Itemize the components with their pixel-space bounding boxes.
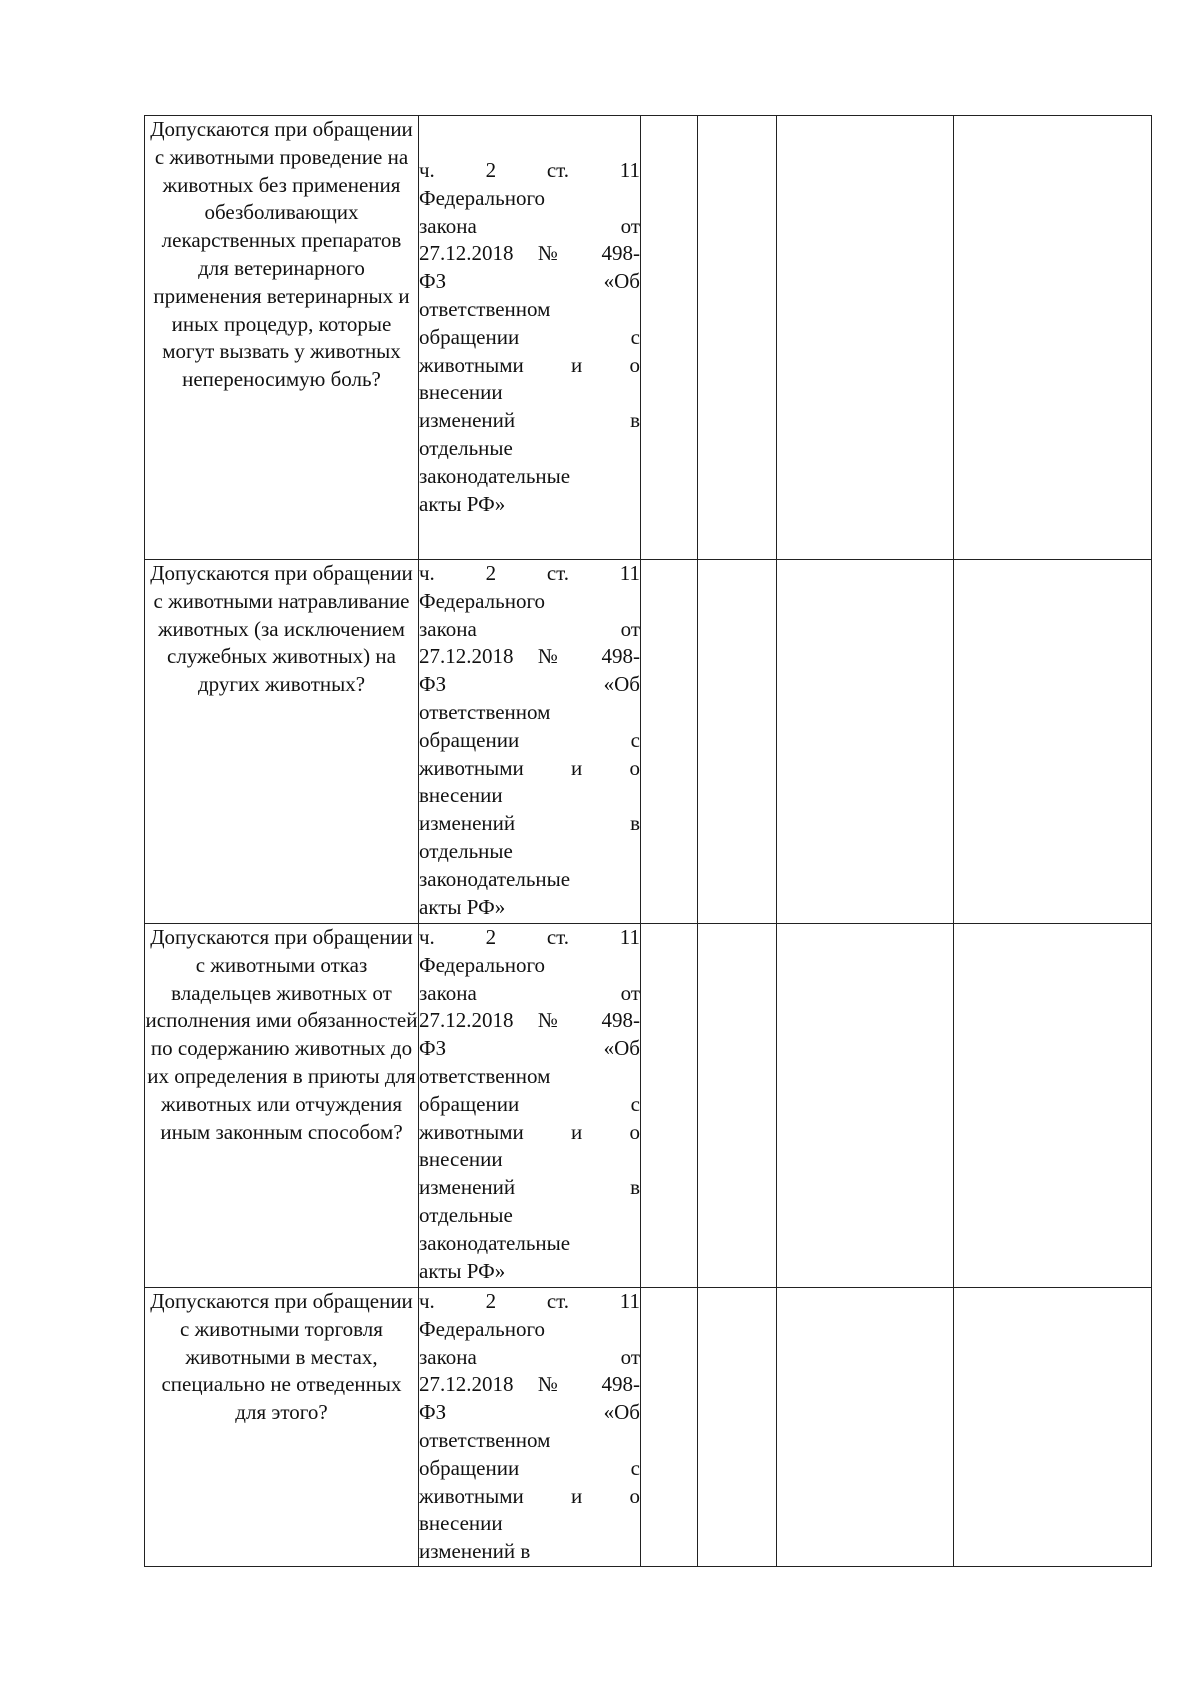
legal-reference-line: Федерального (419, 588, 546, 613)
legal-reference-line: обращении с (419, 1455, 640, 1480)
legal-reference-line: изменений в (419, 408, 640, 433)
table-row (145, 1288, 1152, 1567)
legal-reference-line: ответственном (419, 296, 551, 321)
notes-cell[interactable] (954, 924, 1152, 1288)
question-text: Допускаются при обращении с животными проведение на животных без применения обезболивающих лекарственных препаратов для ветеринарного применения ветеринарных и иных процедур, которые могут вызвать у животных непереносимую боль? (150, 117, 413, 392)
legal-reference-line: животными и о (419, 1483, 640, 1508)
legal-reference-line: обращении с (419, 1091, 640, 1116)
legal-reference-line: Федерального (419, 1316, 546, 1341)
legal-reference-line: законодательные (419, 1230, 571, 1255)
not-applicable-cell[interactable] (777, 116, 954, 560)
legal-reference-line: ч. 2 ст. 11 (419, 925, 640, 949)
legal-reference-line: акты РФ» (419, 894, 506, 919)
legal-reference-line: Федерального (419, 185, 546, 210)
legal-reference-cell (419, 1288, 641, 1567)
legal-reference-line: 27.12.2018 № 498- (419, 644, 640, 669)
legal-reference-line: изменений в (419, 1175, 640, 1200)
legal-reference-line: акты РФ» (419, 491, 506, 516)
legal-reference-line: ч. 2 ст. 11 (419, 1289, 640, 1313)
legal-reference-line: животными и о (419, 352, 640, 377)
legal-reference-line: закона от (419, 213, 640, 238)
not-applicable-cell[interactable] (777, 560, 954, 924)
legal-reference-line: 27.12.2018 № 498- (419, 1008, 640, 1033)
no-cell[interactable] (698, 116, 777, 560)
table-row (145, 560, 1152, 924)
legal-reference-line: законодательные (419, 866, 571, 891)
question-cell (145, 1288, 419, 1567)
yes-cell[interactable] (641, 924, 698, 1288)
legal-reference-line: закона от (419, 616, 640, 641)
legal-reference-line: внесении (419, 1511, 503, 1536)
no-cell[interactable] (698, 924, 777, 1288)
yes-cell[interactable] (641, 116, 698, 560)
legal-reference-line: изменений в (419, 1539, 531, 1564)
legal-reference-line: закона от (419, 980, 640, 1005)
legal-reference-line: отдельные (419, 435, 513, 460)
question-cell (145, 560, 419, 924)
legal-reference-line: животными и о (419, 755, 640, 780)
legal-reference-line: ответственном (419, 1427, 551, 1452)
legal-reference-line: обращении с (419, 324, 640, 349)
legal-reference-line: отдельные (419, 1202, 513, 1227)
not-applicable-cell[interactable] (777, 1288, 954, 1567)
legal-reference-cell (419, 116, 641, 560)
legal-reference-line: ФЗ «Об (419, 1036, 640, 1061)
notes-cell[interactable] (954, 560, 1152, 924)
legal-reference-line: внесении (419, 1147, 503, 1172)
legal-reference-line: обращении с (419, 727, 640, 752)
question-cell (145, 116, 419, 560)
legal-reference-line: отдельные (419, 838, 513, 863)
table-row (145, 924, 1152, 1288)
not-applicable-cell[interactable] (777, 924, 954, 1288)
legal-reference-line: животными и о (419, 1119, 640, 1144)
no-cell[interactable] (698, 560, 777, 924)
legal-reference-line: ФЗ «Об (419, 1400, 640, 1425)
legal-reference-line: акты РФ» (419, 1258, 506, 1283)
checklist-table (144, 115, 1152, 1567)
legal-reference-line: ФЗ «Об (419, 672, 640, 697)
legal-reference-cell (419, 560, 641, 924)
notes-cell[interactable] (954, 116, 1152, 560)
question-text: Допускаются при обращении с животными натравливание животных (за исключением служебных животных) на других животных? (150, 561, 413, 697)
table-row (145, 116, 1152, 560)
yes-cell[interactable] (641, 560, 698, 924)
question-text: Допускаются при обращении с животными отказ владельцев животных от исполнения ими обязанностей по содержанию животных до их определения в приюты для животных или отчуждения иным законным способом? (145, 925, 418, 1144)
notes-cell[interactable] (954, 1288, 1152, 1567)
legal-reference-line: ответственном (419, 699, 551, 724)
legal-reference-line: внесении (419, 380, 503, 405)
question-cell (145, 924, 419, 1288)
legal-reference-line: Федерального (419, 952, 546, 977)
legal-reference-line: ответственном (419, 1063, 551, 1088)
no-cell[interactable] (698, 1288, 777, 1567)
legal-reference-line: ч. 2 ст. 11 (419, 561, 640, 585)
legal-reference-line: ч. 2 ст. 11 (419, 158, 640, 182)
question-text: Допускаются при обращении с животными торговля животными в местах, специально не отведенных для этого? (150, 1289, 413, 1425)
legal-reference-line: 27.12.2018 № 498- (419, 241, 640, 266)
legal-reference-line: законодательные (419, 463, 571, 488)
legal-reference-line: ФЗ «Об (419, 269, 640, 294)
legal-reference-line: внесении (419, 783, 503, 808)
legal-reference-line: 27.12.2018 № 498- (419, 1372, 640, 1397)
yes-cell[interactable] (641, 1288, 698, 1567)
legal-reference-cell (419, 924, 641, 1288)
legal-reference-line: изменений в (419, 811, 640, 836)
legal-reference-line: закона от (419, 1344, 640, 1369)
